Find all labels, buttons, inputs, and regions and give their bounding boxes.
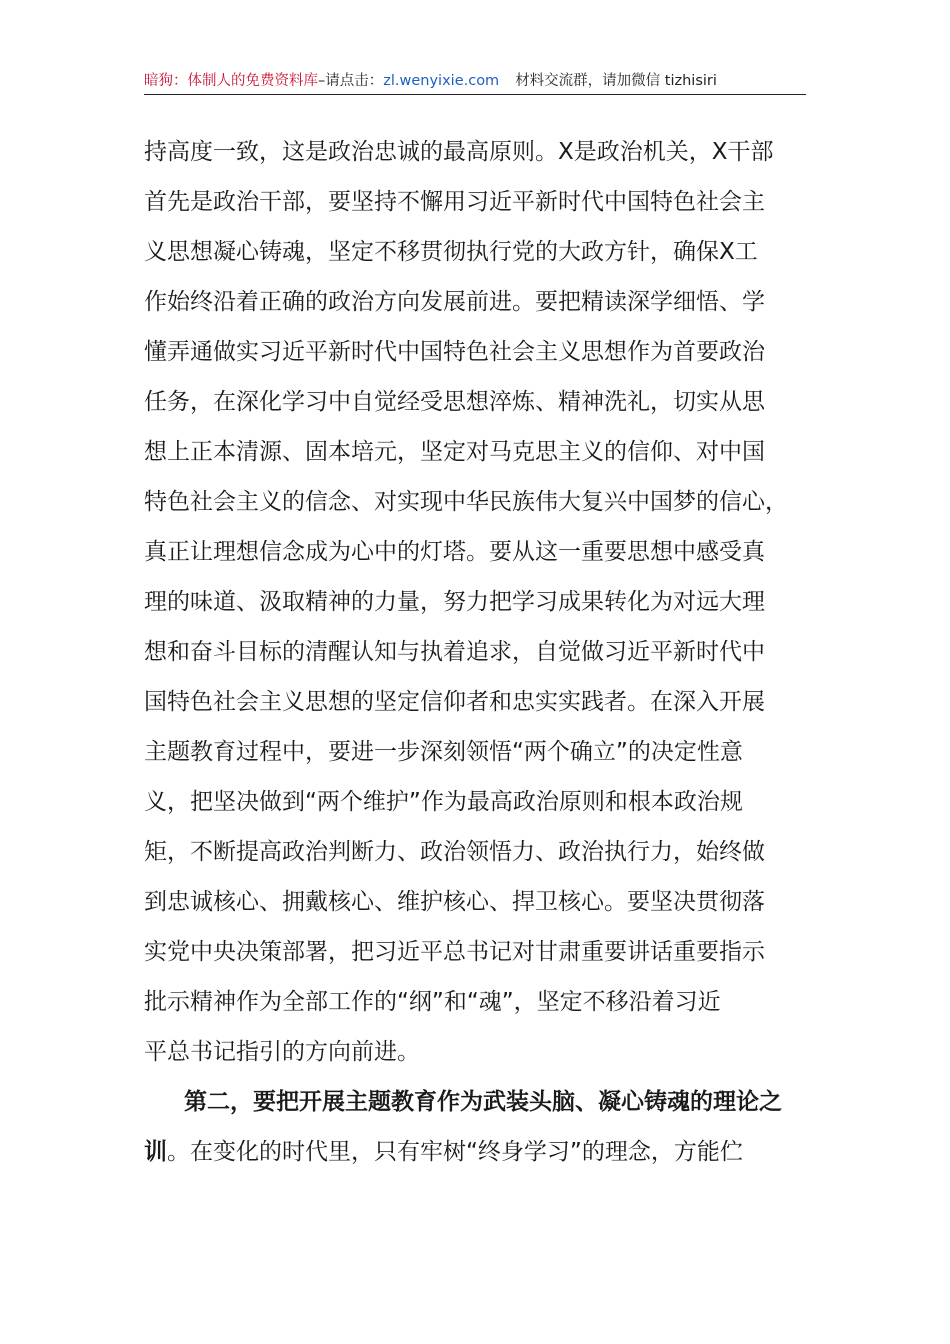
header-link-prefix: –请点击： (318, 73, 384, 89)
text-line: 持高度一致，这是政治忠诚的最高原则。X是政治机关，X干部 (144, 139, 774, 165)
text-line: 主题教育过程中，要进一步深刻领悟“两个确立”的决定性意 (144, 739, 743, 765)
text-line: 特色社会主义的信念、对实现中华民族伟大复兴中国梦的信心， (144, 489, 788, 515)
text-line: 实党中央决策部署，把习近平总书记对甘肃重要讲话重要指示 (144, 939, 765, 965)
text-line: 想和奋斗目标的清醒认知与执着追求，自觉做习近平新时代中 (144, 639, 765, 665)
text-line: 义，把坚决做到“两个维护”作为最高政治原则和根本政治规 (144, 789, 743, 815)
section-heading-end: 训 (144, 1139, 167, 1165)
text-line-rest: 。在变化的时代里，只有牢树“终身学习”的理念，方能伫 (167, 1139, 743, 1165)
paragraph-1 (144, 127, 808, 1077)
header-url-link[interactable]: zl.wenyixie.com (383, 73, 500, 89)
text-line: 义思想凝心铸魂，坚定不移贯彻执行党的大政方针，确保X工 (144, 239, 758, 265)
text-line: 想上正本清源、固本培元，坚定对马克思主义的信仰、对中国 (144, 439, 765, 465)
text-line: 任务，在深化学习中自觉经受思想淬炼、精神洗礼，切实从思 (144, 389, 765, 415)
text-line (144, 1127, 808, 1177)
paragraph-2 (144, 1077, 808, 1177)
page-header (144, 68, 806, 95)
document-body (144, 127, 808, 1177)
text-line: 到忠诚核心、拥戴核心、维护核心、捍卫核心。要坚决贯彻落 (144, 889, 765, 915)
header-brand: 暗狗：体制人的免费资料库 (144, 73, 318, 89)
text-line: 批示精神作为全部工作的“纲”和“魂”，坚定不移沿着习近 (144, 989, 721, 1015)
text-line: 首先是政治干部，要坚持不懈用习近平新时代中国特色社会主 (144, 189, 765, 215)
text-line: 作始终沿着正确的政治方向发展前进。要把精读深学细悟、学 (144, 289, 765, 315)
text-line: 国特色社会主义思想的坚定信仰者和忠实实践者。在深入开展 (144, 689, 765, 715)
text-line: 真正让理想信念成为心中的灯塔。要从这一重要思想中感受真 (144, 539, 765, 565)
header-wechat-note: 材料交流群，请加微信 tizhisiri (515, 73, 717, 89)
text-line: 矩，不断提高政治判断力、政治领悟力、政治执行力，始终做 (144, 839, 765, 865)
text-line: 懂弄通做实习近平新时代中国特色社会主义思想作为首要政治 (144, 339, 765, 365)
text-line: 平总书记指引的方向前进。 (144, 1039, 420, 1065)
section-heading-line: 第二，要把开展主题教育作为武装头脑、凝心铸魂的理论之 (184, 1089, 782, 1115)
text-line: 理的味道、汲取精神的力量，努力把学习成果转化为对远大理 (144, 589, 765, 615)
